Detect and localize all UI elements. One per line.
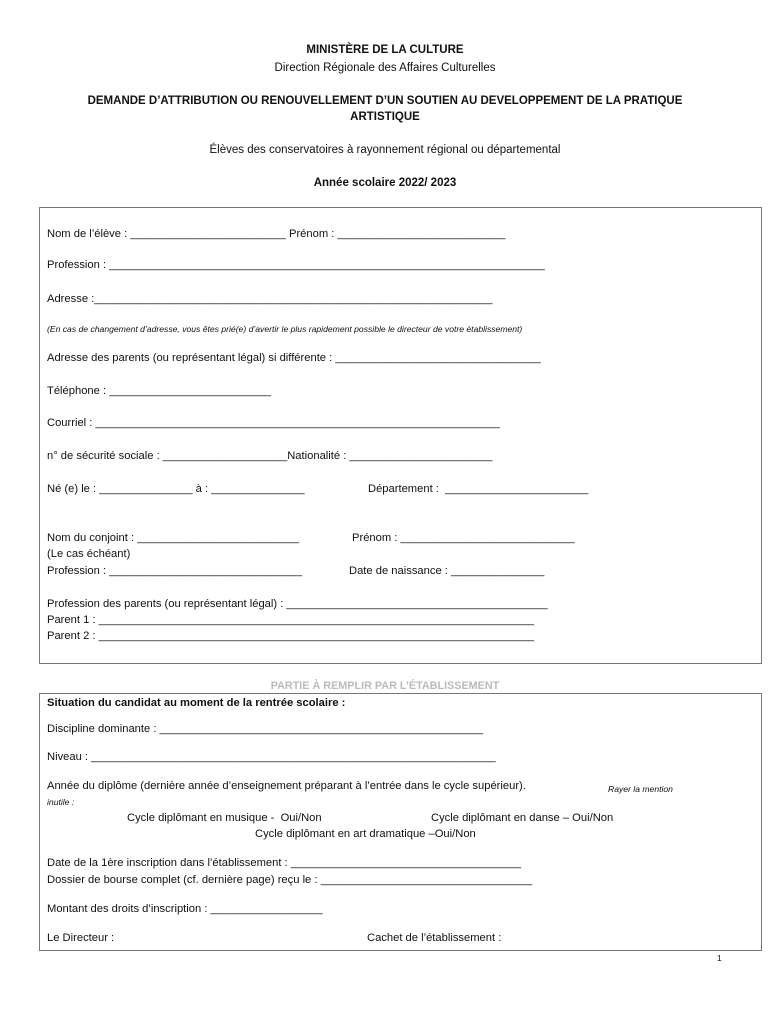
situation-heading: Situation du candidat au moment de la rentrée scolaire : — [47, 697, 346, 709]
annee-diplome-field: Année du diplôme (dernière année d’enseignement préparant à l’entrée dans le cycle supérieur). — [47, 780, 526, 792]
departement-field[interactable]: Département : _______________________ — [368, 483, 589, 495]
cycle-art-dramatique-option[interactable]: Cycle diplômant en art dramatique –Oui/Non — [255, 828, 476, 840]
address-change-note: (En cas de changement d’adresse, vous êtes prié(e) d’avertir le plus rapidement possible le directeur de votre établissement) — [47, 324, 523, 334]
inutile-note: inutile : — [47, 797, 75, 807]
adresse-field[interactable]: Adresse :________________________________________________________________ — [47, 293, 493, 305]
direction-title: Direction Régionale des Affaires Culturelles — [274, 62, 496, 74]
cachet-label: Cachet de l’établissement : — [367, 932, 502, 944]
ministry-title: MINISTÈRE DE LA CULTURE — [306, 44, 464, 56]
conjoint-naissance-field[interactable]: Date de naissance : _______________ — [349, 565, 545, 577]
telephone-field[interactable]: Téléphone : __________________________ — [47, 385, 271, 397]
rayer-mention-note: Rayer la mention — [608, 784, 673, 794]
montant-droits-field[interactable]: Montant des droits d’inscription : __________________ — [47, 903, 323, 915]
niveau-field[interactable]: Niveau : _________________________________________________________________ — [47, 751, 496, 763]
discipline-field[interactable]: Discipline dominante : ____________________________________________________ — [47, 723, 484, 735]
profession-field[interactable]: Profession : ______________________________________________________________________ — [47, 259, 545, 271]
dossier-bourse-field[interactable]: Dossier de bourse complet (cf. dernière page) reçu le : __________________________________ — [47, 874, 533, 886]
profession-parents-field[interactable]: Profession des parents (ou représentant légal) : __________________________________________ — [47, 598, 548, 610]
date-inscription-field[interactable]: Date de la 1ère inscription dans l’établissement : _____________________________________ — [47, 857, 521, 869]
courriel-field[interactable]: Courriel : _________________________________________________________________ — [47, 417, 500, 429]
nom-prenom-field[interactable]: Nom de l’élève : _________________________ Prénom : ___________________________ — [47, 228, 506, 240]
adresse-parents-field[interactable]: Adresse des parents (ou représentant légal) si différente : _________________________________ — [47, 352, 541, 364]
form-title-line1: DEMANDE D’ATTRIBUTION OU RENOUVELLEMENT D’UN SOUTIEN AU DEVELOPPEMENT DE LA PRATIQUE — [87, 95, 683, 107]
conjoint-profession-field[interactable]: Profession : _______________________________ — [47, 565, 303, 577]
parent1-field[interactable]: Parent 1 : ______________________________________________________________________ — [47, 614, 535, 626]
naissance-field[interactable]: Né (e) le : _______________ à : _______________ — [47, 483, 305, 495]
cycle-danse-option[interactable]: Cycle diplômant en danse – Oui/Non — [431, 812, 614, 824]
form-title-line2: ARTISTIQUE — [350, 111, 420, 123]
conjoint-prenom-field[interactable]: Prénom : ____________________________ — [352, 532, 575, 544]
directeur-label: Le Directeur : — [47, 932, 115, 944]
parent2-field[interactable]: Parent 2 : ______________________________________________________________________ — [47, 630, 535, 642]
page-number: 1 — [717, 953, 722, 963]
establishment-section-title: PARTIE À REMPLIR PAR L’ÉTABLISSEMENT — [270, 680, 500, 692]
student-section — [39, 207, 762, 664]
form-subtitle: Élèves des conservatoires à rayonnement régional ou départemental — [209, 144, 561, 156]
cycle-musique-option[interactable]: Cycle diplômant en musique - Oui/Non — [127, 812, 322, 824]
school-year: Année scolaire 2022/ 2023 — [313, 177, 457, 189]
secu-nationalite-field[interactable]: n° de sécurité sociale : ____________________Nationalité : _______________________ — [47, 450, 493, 462]
conjoint-nom-field[interactable]: Nom du conjoint : __________________________ — [47, 532, 299, 544]
cas-echeant-label: (Le cas échéant) — [47, 548, 131, 560]
